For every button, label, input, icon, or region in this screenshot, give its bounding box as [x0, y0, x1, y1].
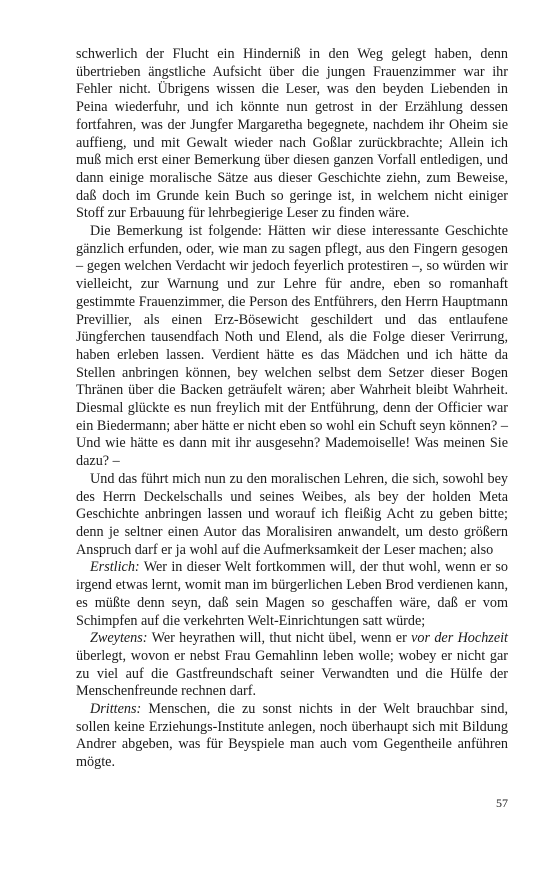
paragraph-text: Wer heyrathen will, thut nicht übel, wenn er	[147, 630, 412, 647]
italic-text: vor der Hochzeit	[411, 630, 508, 647]
italic-text: Erstlich:	[90, 559, 140, 576]
paragraph	[76, 701, 508, 772]
paragraph	[76, 471, 508, 560]
paragraph-text: schwerlich der Flucht ein Hinderniß in den Weg gelegt haben, denn übertrieben ängstliche Aufsicht über die jungen Frauenzimmer war ihr Fehler nicht. Übrigens wissen die Leser, was den beyden Liebenden in Peina wiederfuhr, und ich könnte nun getrost in der Erzählung dessen fortfahren, was der Jungfer Margaretha begegnete, nachdem ihr Oheim sie auffieng, und mit Gewalt wieder nach Goßlar zurückbrachte; Allein ich muß mich erst einer Bemerkung über diesen ganzen Vorfall entledigen, und dann einige moralische Sätze aus dieser Geschichte ziehn, zum Beweise, daß doch im Grunde kein Buch so geringe ist, in welchem nicht einiger Stoff zur Erbauung für lehrbegierige Leser zu finden wäre.	[76, 46, 508, 222]
italic-text: Zweytens:	[90, 630, 148, 647]
paragraph-text: Und das führt mich nun zu den moralischen Lehren, die sich, sowohl bey des Herrn Deckelschalls und seines Weibes, als bey der holden Meta Geschichte anbringen lassen und worauf ich fleißig Acht zu geben bitte; denn je seltner einen Autor das Moralisiren anwandelt, um desto größern Anspruch darf er ja wohl auf die Aufmerksamkeit der Leser machen; also	[76, 470, 508, 558]
paragraph-text: Menschen, die zu sonst nichts in der Welt brauchbar sind, sollen keine Erziehungs-Institute anlegen, noch überhaupt sich mit Bildung Andrer abgeben, was für Beyspiele man auch vom Gegentheile anführen mögte.	[76, 701, 508, 771]
page-body	[76, 46, 508, 772]
paragraph	[76, 630, 508, 701]
paragraph-text: überlegt, wovon er nebst Frau Gemahlinn leben wolle; wobey er nicht gar zu viel auf die Gastfreundschaft seiner Verwandten und die Hülfe der Menschenfreunde rechnen darf.	[76, 647, 508, 700]
paragraph-text: Wer in dieser Welt fortkommen will, der thut wohl, wenn er so irgend etwas lernt, womit man im bürgerlichen Leben Brod verdienen kann, es müßte denn seyn, daß sein Magen so geschaffen wäre, daß er vom Schimpfen auf die verkehrten Welt-Einrichtungen satt würde;	[76, 559, 508, 629]
paragraph	[76, 559, 508, 630]
paragraph	[76, 223, 508, 471]
paragraph	[76, 46, 508, 223]
page-number: 57	[496, 796, 508, 810]
italic-text: Drittens:	[90, 701, 142, 718]
paragraph-text: Die Bemerkung ist folgende: Hätten wir diese interessante Geschichte gänzlich erfunden, oder, wie man zu sagen pflegt, aus den Fingern gesogen – gegen welchen Verdacht wir jedoch feyerlich protestiren –, so würden wir vielleicht, zur Warnung und zur Lehre für andre, eben so romanhaft gestimmte Frauenzimmer, die Person des Entführers, den Herrn Hauptmann Previllier, als einen Erz-Bösewicht geschildert und das entlaufene Jüngferchen tausendfach Noth und Elend, als die Folge dieser Verirrung, haben erleben lassen. Verdient hätte es das Mädchen und ich hätte da Stellen anbringen können, bey welchen selbst dem Setzer dieser Bogen Thränen über die Backen geträufelt wären; aber Wahrheit bleibt Wahrheit. Diesmal glückte es nun freylich mit der Entführung, denn der Officier war ein Biedermann; aber hätte er nicht eben so wohl ein Schuft seyn können? – Und wie hätte es dann mit ihr ausgesehn? Mademoiselle! Was meinen Sie dazu? –	[76, 223, 508, 470]
